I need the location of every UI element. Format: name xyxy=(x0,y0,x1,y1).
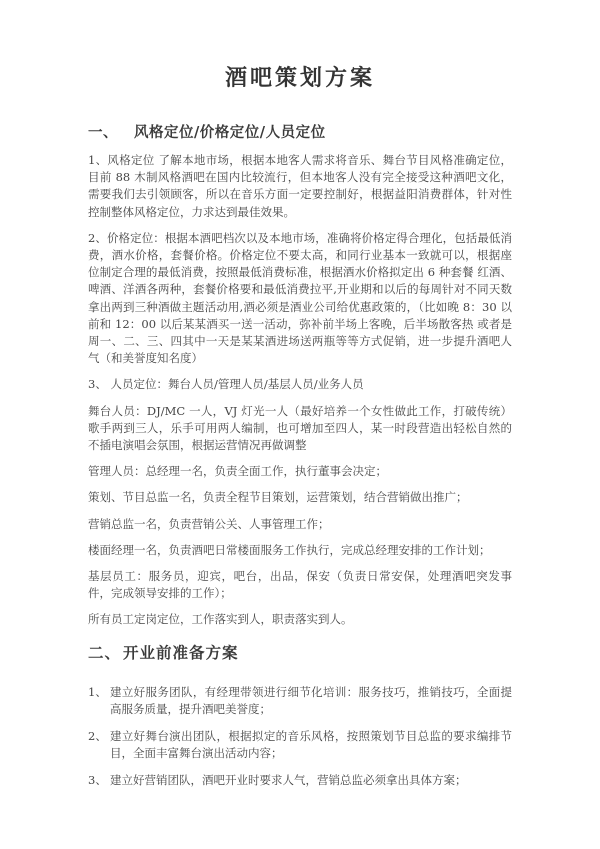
list-item-stage-team xyxy=(88,728,512,762)
list-item-text: 建立好舞台演出团队，根据拟定的音乐风格，按照策划节目总监的要求编排节目，全面丰富舞台演出活动内容； xyxy=(110,729,512,761)
paragraph-management-staff: 管理人员：总经理一名，负责全面工作，执行董事会决定； xyxy=(88,464,387,479)
paragraph-floor-manager: 楼面经理一名，负责酒吧日常楼面服务工作执行，完成总经理安排的工作计划； xyxy=(88,542,491,557)
list-item-text: 建立好服务团队，有经理带领进行细节化培训：服务技巧，推销技巧，全面提高服务质量，提升酒吧美誉度； xyxy=(110,684,512,716)
paragraph-base-staff: 基层员工：服务员，迎宾，吧台，出品，保安（负责日常安保，处理酒吧突发事件，完成领导安排的工作）； xyxy=(88,569,512,601)
document-title: 酒吧策划方案 xyxy=(224,65,375,91)
section-2-number: 二、 xyxy=(88,642,122,662)
paragraph-style-positioning: 1、风格定位 了解本地市场，根据本地客人需求将音乐、舞台节目风格准确定位，目前 88 木制风格酒吧在国内比较流行，但本地客人没有完全接受这种酒吧文化，需要我们去引领顾客，所以在音乐方面一定要控制好，根据益阳消费群体，针对性控制整体风格定位，力求达到最佳效果。 xyxy=(88,153,512,219)
list-item-number: 2、 xyxy=(88,729,107,744)
section-2-heading xyxy=(88,642,512,664)
section-1-title: 风格定位/价格定位/人员定位 xyxy=(134,124,326,141)
paragraph-price-positioning: 2、价格定位：根据本酒吧档次以及本地市场，准确将价格定得合理化，包括最低消费，酒水价格，套餐价格。价格定位不要太高，和同行业基本一致就可以，根据座位制定合理的最低消费，按照最低消费标准，根据酒水价格拟定出 6 种套餐 红酒、啤酒、洋酒各两种，套餐价格要和最低消费拉平,开业期和以后的每周针对不同天数拿出两到三种酒做主题活动用,酒必须是酒业公司给优惠政策的，（比如晚 8：30 以前和 12：00 以后某某酒买一送一活动，弥补前半场上客晚，后半场散客热 或者是周一、二、三、四其中一天是某某酒进场送两瓶等等方式促销，进一步提升酒吧人气（和美誉度知名度） xyxy=(88,230,512,366)
paragraph-stage-staff: 舞台人员：DJ/MC 一人，VJ 灯光一人（最好培养一个女性做此工作，打破传统）歌手两到三人，乐手可用两人编制，也可增加至四人，某一时段营造出轻松自然的不插电演唱会氛围，根据运营情况再做调整 xyxy=(88,403,512,453)
section-1-heading xyxy=(88,122,512,143)
paragraph-program-director: 策划、节目总监一名，负责全程节目策划，运营策划，结合营销做出推广； xyxy=(88,490,468,505)
list-item-number: 1、 xyxy=(88,684,107,699)
paragraph-staff-duties: 所有员工定岗定位，工作落实到人，职责落实到人。 xyxy=(88,612,353,627)
list-item-text: 建立好营销团队，酒吧开业时要求人气，营销总监必须拿出具体方案； xyxy=(110,773,467,788)
list-item-number: 3、 xyxy=(88,773,107,788)
section-1-number: 一、 xyxy=(88,124,118,141)
section-2-title: 开业前准备方案 xyxy=(123,642,239,662)
paragraph-staff-positioning: 3、 人员定位：舞台人员/管理人员/基层人员/业务人员 xyxy=(88,377,364,392)
list-item-service-team xyxy=(88,684,512,718)
paragraph-marketing-director: 营销总监一名，负责营销公关、人事管理工作； xyxy=(88,516,330,531)
list-item-marketing-team xyxy=(88,772,512,789)
